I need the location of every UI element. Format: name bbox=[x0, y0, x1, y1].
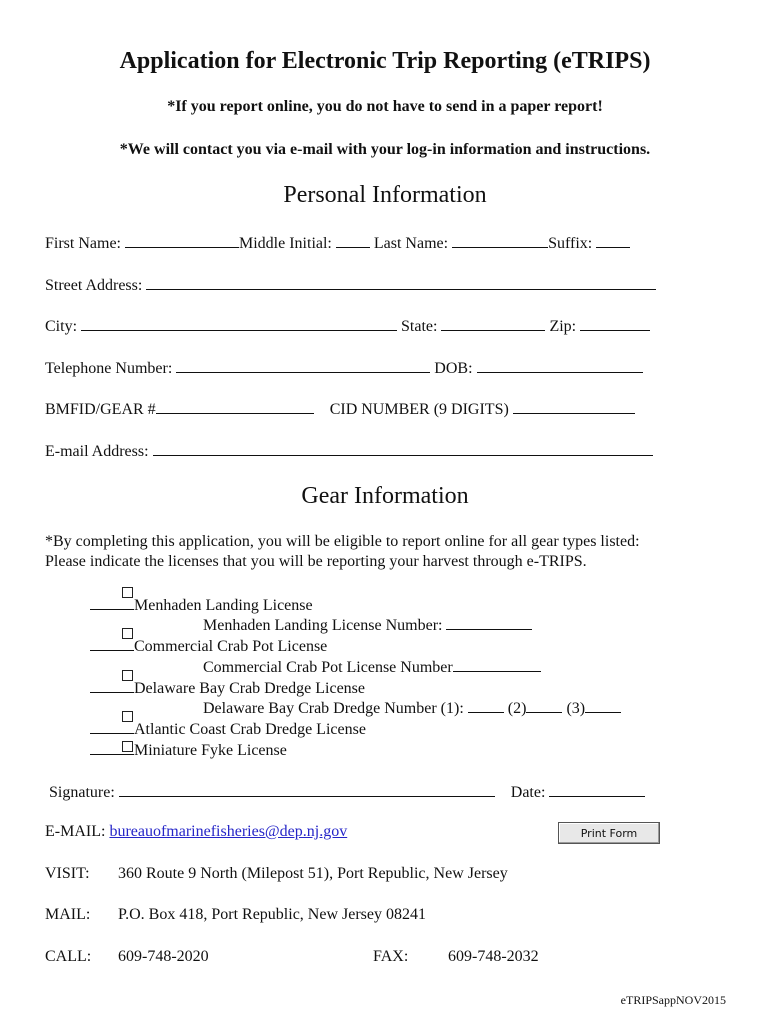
telephone-field[interactable] bbox=[176, 358, 430, 373]
license-atlantic-dredge-line[interactable] bbox=[90, 719, 134, 734]
dredge-number-1-field[interactable] bbox=[468, 698, 504, 713]
ids-row bbox=[45, 399, 635, 419]
license-menhaden bbox=[90, 595, 313, 615]
date-field[interactable] bbox=[549, 782, 645, 797]
zip-label: Zip: bbox=[549, 318, 577, 335]
mail-value: P.O. Box 418, Port Republic, New Jersey 08241 bbox=[118, 906, 426, 923]
city-label: City: bbox=[45, 318, 78, 335]
fax-value: 609-748-2032 bbox=[448, 948, 539, 965]
license-fyke bbox=[90, 740, 287, 760]
visit-label: VISIT: bbox=[45, 865, 90, 882]
bmfid-field[interactable] bbox=[156, 399, 314, 414]
license-crab-pot-label: Commercial Crab Pot License bbox=[134, 638, 328, 655]
license-delaware-dredge-label: Delaware Bay Crab Dredge License bbox=[134, 680, 365, 697]
print-form-button[interactable]: Print Form bbox=[558, 822, 660, 844]
dredge-number-label: Delaware Bay Crab Dredge Number (1): bbox=[203, 700, 464, 717]
license-fyke-label: Miniature Fyke License bbox=[134, 742, 287, 759]
visit-value: 360 Route 9 North (Milepost 51), Port Republic, New Jersey bbox=[118, 865, 508, 882]
license-menhaden-line[interactable] bbox=[90, 595, 134, 610]
crab-pot-number-row bbox=[203, 657, 541, 677]
street-row bbox=[45, 275, 656, 295]
street-field[interactable] bbox=[146, 275, 656, 290]
city-row bbox=[45, 316, 650, 336]
license-menhaden-label: Menhaden Landing License bbox=[134, 597, 313, 614]
first-name-label: First Name: bbox=[45, 235, 121, 252]
dob-label: DOB: bbox=[434, 360, 473, 377]
state-label: State: bbox=[401, 318, 438, 335]
form-code: eTRIPSappNOV2015 bbox=[620, 993, 726, 1007]
call-label: CALL: bbox=[45, 948, 92, 965]
license-fyke-line[interactable] bbox=[90, 740, 134, 755]
note-online: *If you report online, you do not have to send in a paper report! bbox=[167, 98, 603, 115]
telephone-label: Telephone Number: bbox=[45, 360, 173, 377]
fax-label: FAX: bbox=[373, 948, 409, 965]
dob-field[interactable] bbox=[477, 358, 643, 373]
date-label: Date: bbox=[510, 784, 546, 801]
contact-email-label: E-MAIL: bbox=[45, 823, 106, 840]
page-title: Application for Electronic Trip Reporting (eTRIPS) bbox=[119, 48, 651, 74]
state-field[interactable] bbox=[441, 316, 545, 331]
bmfid-label: BMFID/GEAR # bbox=[45, 401, 156, 418]
dredge-number-2-label: (2) bbox=[507, 700, 527, 717]
license-delaware-dredge-line[interactable] bbox=[90, 678, 134, 693]
gear-heading: Gear Information bbox=[301, 483, 469, 509]
license-atlantic-dredge bbox=[90, 719, 366, 739]
phone-row bbox=[45, 358, 643, 378]
email-row bbox=[45, 441, 653, 461]
city-field[interactable] bbox=[81, 316, 397, 331]
zip-field[interactable] bbox=[580, 316, 650, 331]
note-contact: *We will contact you via e-mail with your log-in information and instructions. bbox=[119, 141, 651, 158]
license-crab-pot bbox=[90, 636, 327, 656]
street-label: Street Address: bbox=[45, 277, 143, 294]
mail-label: MAIL: bbox=[45, 906, 91, 923]
license-crab-pot-line[interactable] bbox=[90, 636, 134, 651]
menhaden-number-row bbox=[203, 615, 532, 635]
signature-field[interactable] bbox=[119, 782, 495, 797]
gear-intro-2: Please indicate the licenses that you will be reporting your harvest through e-TRIPS. bbox=[45, 553, 587, 570]
gear-intro-1: *By completing this application, you will be eligible to report online for all gear types listed: bbox=[45, 533, 640, 550]
contact-email-row bbox=[45, 823, 347, 841]
signature-label: Signature: bbox=[49, 784, 115, 801]
dredge-number-2-field[interactable] bbox=[526, 698, 562, 713]
signature-row bbox=[49, 782, 645, 802]
menhaden-number-label: Menhaden Landing License Number: bbox=[203, 617, 443, 634]
crab-pot-number-label: Commercial Crab Pot License Number bbox=[203, 659, 453, 676]
call-value: 609-748-2020 bbox=[118, 948, 209, 965]
first-name-field[interactable] bbox=[125, 233, 239, 248]
license-atlantic-dredge-label: Atlantic Coast Crab Dredge License bbox=[134, 721, 366, 738]
last-name-label: Last Name: bbox=[373, 235, 449, 252]
dredge-number-3-field[interactable] bbox=[585, 698, 621, 713]
name-row bbox=[45, 233, 630, 253]
menhaden-number-field[interactable] bbox=[446, 615, 532, 630]
cid-label: CID NUMBER (9 DIGITS) bbox=[329, 401, 509, 418]
dredge-number-3-label: (3) bbox=[566, 700, 586, 717]
middle-initial-field[interactable] bbox=[336, 233, 370, 248]
last-name-field[interactable] bbox=[452, 233, 548, 248]
crab-pot-number-field[interactable] bbox=[453, 657, 541, 672]
contact-email-link[interactable]: bureauofmarinefisheries@dep.nj.gov bbox=[109, 823, 348, 840]
email-field[interactable] bbox=[153, 441, 653, 456]
suffix-field[interactable] bbox=[596, 233, 630, 248]
email-label: E-mail Address: bbox=[45, 443, 149, 460]
dredge-number-row bbox=[203, 698, 621, 718]
cid-field[interactable] bbox=[513, 399, 635, 414]
personal-heading: Personal Information bbox=[283, 182, 487, 208]
middle-initial-label: Middle Initial: bbox=[239, 235, 332, 252]
suffix-label: Suffix: bbox=[548, 235, 593, 252]
license-delaware-dredge bbox=[90, 678, 365, 698]
